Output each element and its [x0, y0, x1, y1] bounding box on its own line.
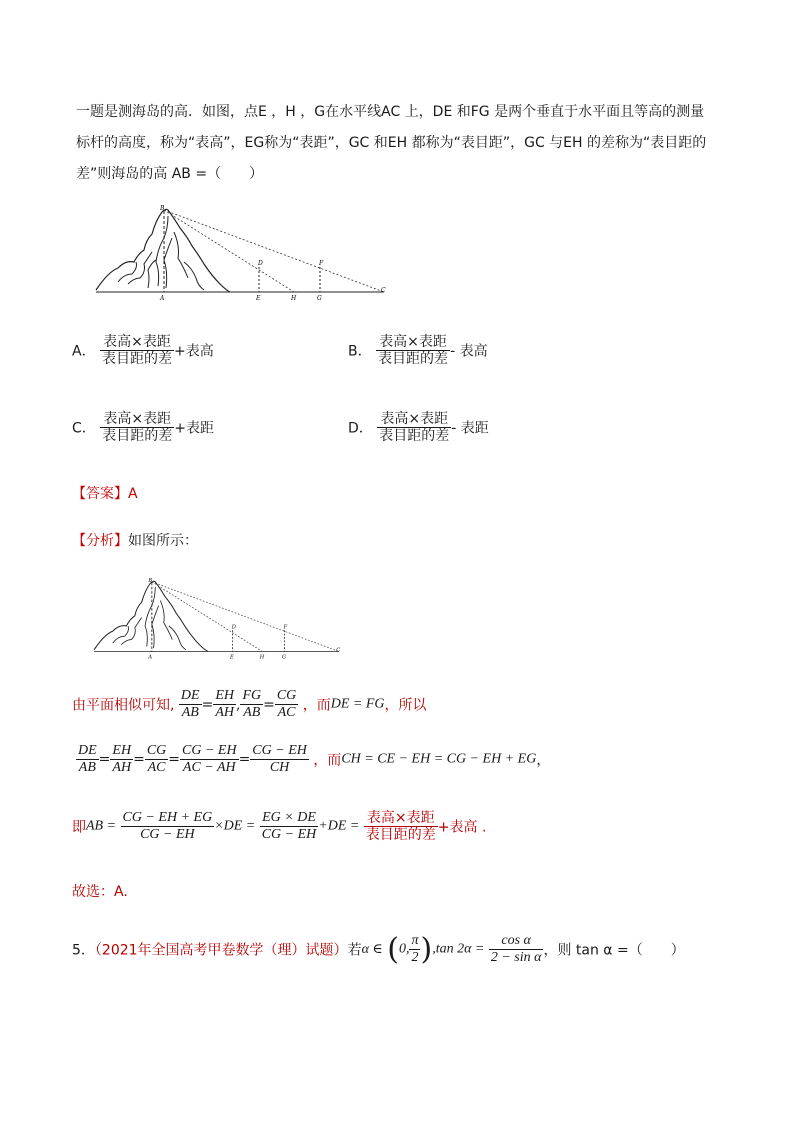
- q5-tan2a: ,tan 2α =: [432, 941, 485, 957]
- q5-interval-left: 0,: [398, 941, 410, 957]
- frac-de-num: DE: [179, 688, 202, 705]
- option-c-num: 表高×表距: [100, 411, 174, 428]
- l2-frac3-den: AC: [147, 760, 166, 776]
- question-line-2: 标杆的高度，称为“表高”，EG称为“表距”，GC 和EH 都称为“表目距”，GC 与EH 的差称为“表目距的: [76, 135, 707, 151]
- fig2-label-a: A: [148, 654, 153, 660]
- island-figure: [88, 202, 398, 302]
- l3-frac2-num: EG × DE: [260, 810, 319, 827]
- option-b[interactable]: [348, 334, 488, 367]
- l2-frac3-num: CG: [145, 743, 168, 760]
- fig2-label-b: B: [148, 577, 153, 584]
- label-b: B: [160, 205, 165, 212]
- option-b-num: 表高×表距: [376, 334, 450, 351]
- option-a-den: 表目距的差: [102, 351, 173, 368]
- island-figure-2: [84, 575, 354, 660]
- label-a: A: [160, 295, 165, 302]
- l2-frac1-den: AB: [78, 760, 96, 776]
- l2-frac2-num: EH: [110, 743, 133, 760]
- frac-eh-num: EH: [213, 688, 236, 705]
- option-b-tail: - 表高: [450, 343, 488, 360]
- l2-end: ，: [536, 752, 551, 769]
- l2-frac4-num: CG − EH: [180, 743, 239, 760]
- q5-text3: ，则 tan α =（ ）: [543, 942, 685, 959]
- q5-pi: π: [409, 933, 420, 950]
- option-c[interactable]: [72, 411, 214, 444]
- derivation-line-2: $\frac{DE}{AB}$ = $\frac{EH}{AH}$ = $\frac{CG}{AC}$ = $\frac{CG - EH}{AC - AH}$ = $\frac{CG - EH}{CH}$ ，而CH = CE − EH = CG − EH + EG，: [78, 743, 551, 776]
- option-a-num: 表高×表距: [100, 334, 174, 351]
- frac-de-den: AB: [181, 705, 199, 721]
- q5-text1: 若: [347, 942, 362, 959]
- l3-frac1-num: CG − EH + EG: [121, 810, 215, 827]
- l3-prefix: 即: [72, 819, 86, 836]
- analysis-line: [72, 530, 198, 550]
- label-g: G: [317, 295, 322, 302]
- l2-frac4-den: AC − AH: [182, 760, 236, 776]
- analysis-label: 【分析】: [72, 533, 128, 549]
- label-h: H: [291, 295, 297, 302]
- q5-source: （2021年全国高考甲卷数学（理）试题）: [94, 942, 348, 959]
- l3-frac3-num: 表高×表距: [364, 810, 438, 827]
- l2-frac2-den: AH: [112, 760, 132, 776]
- l2-mid: ，而: [313, 752, 342, 769]
- option-d-letter: D．: [348, 420, 373, 437]
- ch-equation: CH = CE − EH = CG − EH + EG: [341, 751, 537, 767]
- l3-tail: +表高 .: [437, 819, 487, 836]
- frac-eh-den: AH: [215, 705, 234, 721]
- frac-cg-den: AC: [277, 705, 296, 721]
- l2-frac5-den: CH: [269, 760, 290, 776]
- option-c-den: 表目距的差: [102, 428, 173, 445]
- eq-sign-2: =: [263, 696, 275, 713]
- fig2-label-h: H: [259, 654, 265, 660]
- next-question: 5．（2021年全国高考甲卷数学（理）试题）若α ∈ (0, $\frac{\pi}{2}$ ),tan 2α = $\frac{\text{cos α}}{\text{2 − sin α}}$ ，则 tan α =（ ）: [72, 932, 685, 967]
- derivation-prefix: 由平面相似可知,: [72, 697, 175, 714]
- option-d[interactable]: [348, 411, 489, 444]
- fig2-label-e: E: [230, 654, 234, 660]
- option-d-tail: - 表距: [451, 420, 489, 437]
- fig2-label-c: C: [336, 647, 341, 654]
- derivation-line-1: [72, 688, 427, 721]
- label-f: F: [319, 260, 324, 267]
- derivation-suffix: ，所以: [384, 697, 427, 714]
- conclusion: 故选：A.: [72, 884, 128, 900]
- question-line-3: 差”则海岛的高 AB =（ ）: [76, 166, 264, 182]
- answer-label: 【答案】: [72, 486, 128, 502]
- l3-ab: AB =: [86, 818, 117, 834]
- q5-frac-den: 2 − sin α: [490, 950, 542, 965]
- analysis-text: 如图所示：: [128, 533, 198, 549]
- frac-fg-den: AB: [243, 705, 261, 721]
- l3-frac1-den: CG − EH: [140, 827, 195, 843]
- frac-fg-num: FG: [240, 688, 263, 705]
- option-d-den: 表目距的差: [379, 428, 450, 445]
- label-d: D: [258, 260, 263, 267]
- question-line-1: 一题是测海岛的高．如图，点E ，H ，G在水平线AC 上，DE 和FG 是两个垂直于水平面且等高的测量: [76, 104, 705, 120]
- option-c-tail: +表距: [174, 420, 214, 437]
- option-a-letter: A．: [72, 343, 96, 360]
- fig2-label-f: F: [283, 624, 288, 631]
- eq-sign: =: [201, 696, 214, 713]
- option-a[interactable]: [72, 334, 214, 367]
- label-c: C: [381, 287, 386, 294]
- derivation-line-3: [72, 810, 486, 843]
- l3-frac3-den: 表目距的差: [365, 827, 436, 844]
- option-d-num: 表高×表距: [377, 411, 451, 428]
- label-e: E: [256, 295, 261, 302]
- q5-alpha-in: α ∈: [361, 942, 383, 957]
- l2-frac5-num: CG − EH: [250, 743, 309, 760]
- fig2-label-g: G: [281, 654, 286, 660]
- answer-line: [72, 483, 138, 503]
- fig2-label-d: D: [231, 624, 236, 631]
- mountain-outline: [96, 209, 230, 292]
- option-b-letter: B．: [348, 343, 372, 360]
- frac-cg-num: CG: [275, 688, 298, 705]
- option-b-den: 表目距的差: [378, 351, 449, 368]
- option-a-tail: +表高: [174, 343, 214, 360]
- answer-value: A: [128, 486, 138, 502]
- l2-frac1-num: DE: [76, 743, 99, 760]
- l3-plus: +DE =: [318, 818, 360, 834]
- q5-number: 5．: [72, 942, 95, 959]
- sep-comma: ,: [235, 696, 241, 713]
- l3-frac2-den: CG − EH: [261, 827, 317, 843]
- option-c-letter: C．: [72, 420, 96, 437]
- l3-times: ×DE =: [214, 818, 256, 834]
- derivation-mid: ，而: [302, 697, 331, 714]
- q5-frac-num: cos α: [489, 933, 544, 950]
- q5-two: 2: [411, 950, 419, 965]
- de-eq-fg: DE = FG: [330, 696, 385, 712]
